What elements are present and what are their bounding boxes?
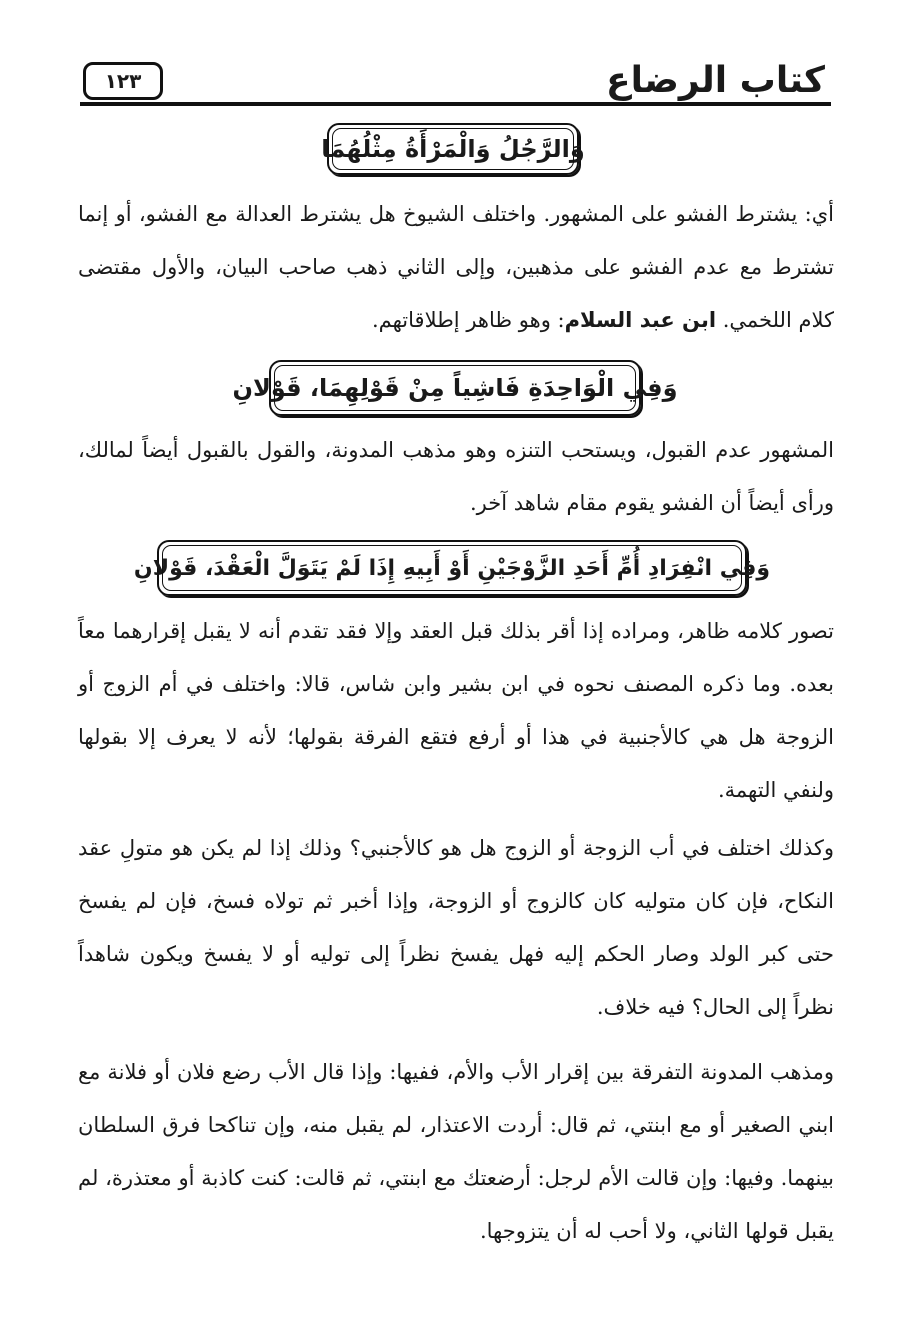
framed-heading-2: وَفِي الْوَاحِدَةِ فَاشِياً مِنْ قَوْلِهِمَا، قَوْلانِ <box>269 360 641 416</box>
framed-heading-3: وَفِي انْفِرَادِ أُمِّ أَحَدِ الزَّوْجَيْنِ أَوْ أَبِيهِ إِذَا لَمْ يَتَوَلَّ الْعَقْدَ، قَوْلانِ <box>157 540 747 596</box>
page-number: ١٢٣ <box>83 62 163 100</box>
paragraph-1-tail: : وهو ظاهر إطلاقاتهم. <box>371 308 565 332</box>
running-header-title: كتاب الرضاع <box>605 60 825 101</box>
paragraph-5: ومذهب المدونة التفرقة بين إقرار الأب والأم، ففيها: وإذا قال الأب رضع فلان أو فلانة مع ابني الصغير أو مع ابنتي، ثم قال: أردت الاعتذار، لم يقبل منه، وإن تناكحا فرق السلطان بينهما. وفيها: وإن قالت الأم لرجل: أرضعتك مع ابنتي، ثم قالت: كنت كاذبة أو معتذرة، لم يقبل قولها الثاني، ولا أحب له أن يتزوجها. <box>78 1060 835 1243</box>
paragraph-3: تصور كلامه ظاهر، ومراده إذا أقر بذلك قبل العقد وإلا فقد تقدم أنه لا يقبل إقرارهما معاً بعده. وما ذكره المصنف نحوه في ابن بشير وابن شاس، قالا: واختلف في أم الزوج أو الزوجة هل هي كالأجنبية في هذا أو أرفع فتقع الفرقة بقولها؛ لأنه لا يعرف إلا بقولها ولنفي التهمة. <box>78 619 834 802</box>
paragraph-1 <box>78 188 834 347</box>
paragraph-2: المشهور عدم القبول، ويستحب التنزه وهو مذهب المدونة، والقول بالقبول أيضاً لمالك، ورأى أيضاً أن الفشو يقوم مقام شاهد آخر. <box>78 438 834 515</box>
paragraph-4: وكذلك اختلف في أب الزوجة أو الزوج هل هو كالأجنبي؟ وذلك إذا لم يكن هو متولِ عقد النكاح، فإن كان متوليه كان كالزوج أو الزوجة، وإذا أخبر ثم تولاه فسخ، فإن لم يفسخ حتى كبر الولد وصار الحكم إليه فهل يفسخ نظراً إلى توليه أو لا يفسخ ويكون شاهداً نظراً إلى الحال؟ فيه خلاف. <box>78 836 834 1019</box>
cited-scholar-name: ابن عبد السلام <box>564 308 717 332</box>
framed-heading-1: وَالرَّجُلُ وَالْمَرْأَةُ مِثْلُهُمَا <box>327 123 579 175</box>
header-divider <box>80 102 831 106</box>
paragraph-1-text: أي: يشترط الفشو على المشهور. واختلف الشيوخ هل يشترط العدالة مع الفشو، أو إنما تشترط مع عدم الفشو على مذهبين، وإلى الثاني ذهب صاحب البيان، والأول مقتضى كلام اللخمي. <box>78 202 834 332</box>
